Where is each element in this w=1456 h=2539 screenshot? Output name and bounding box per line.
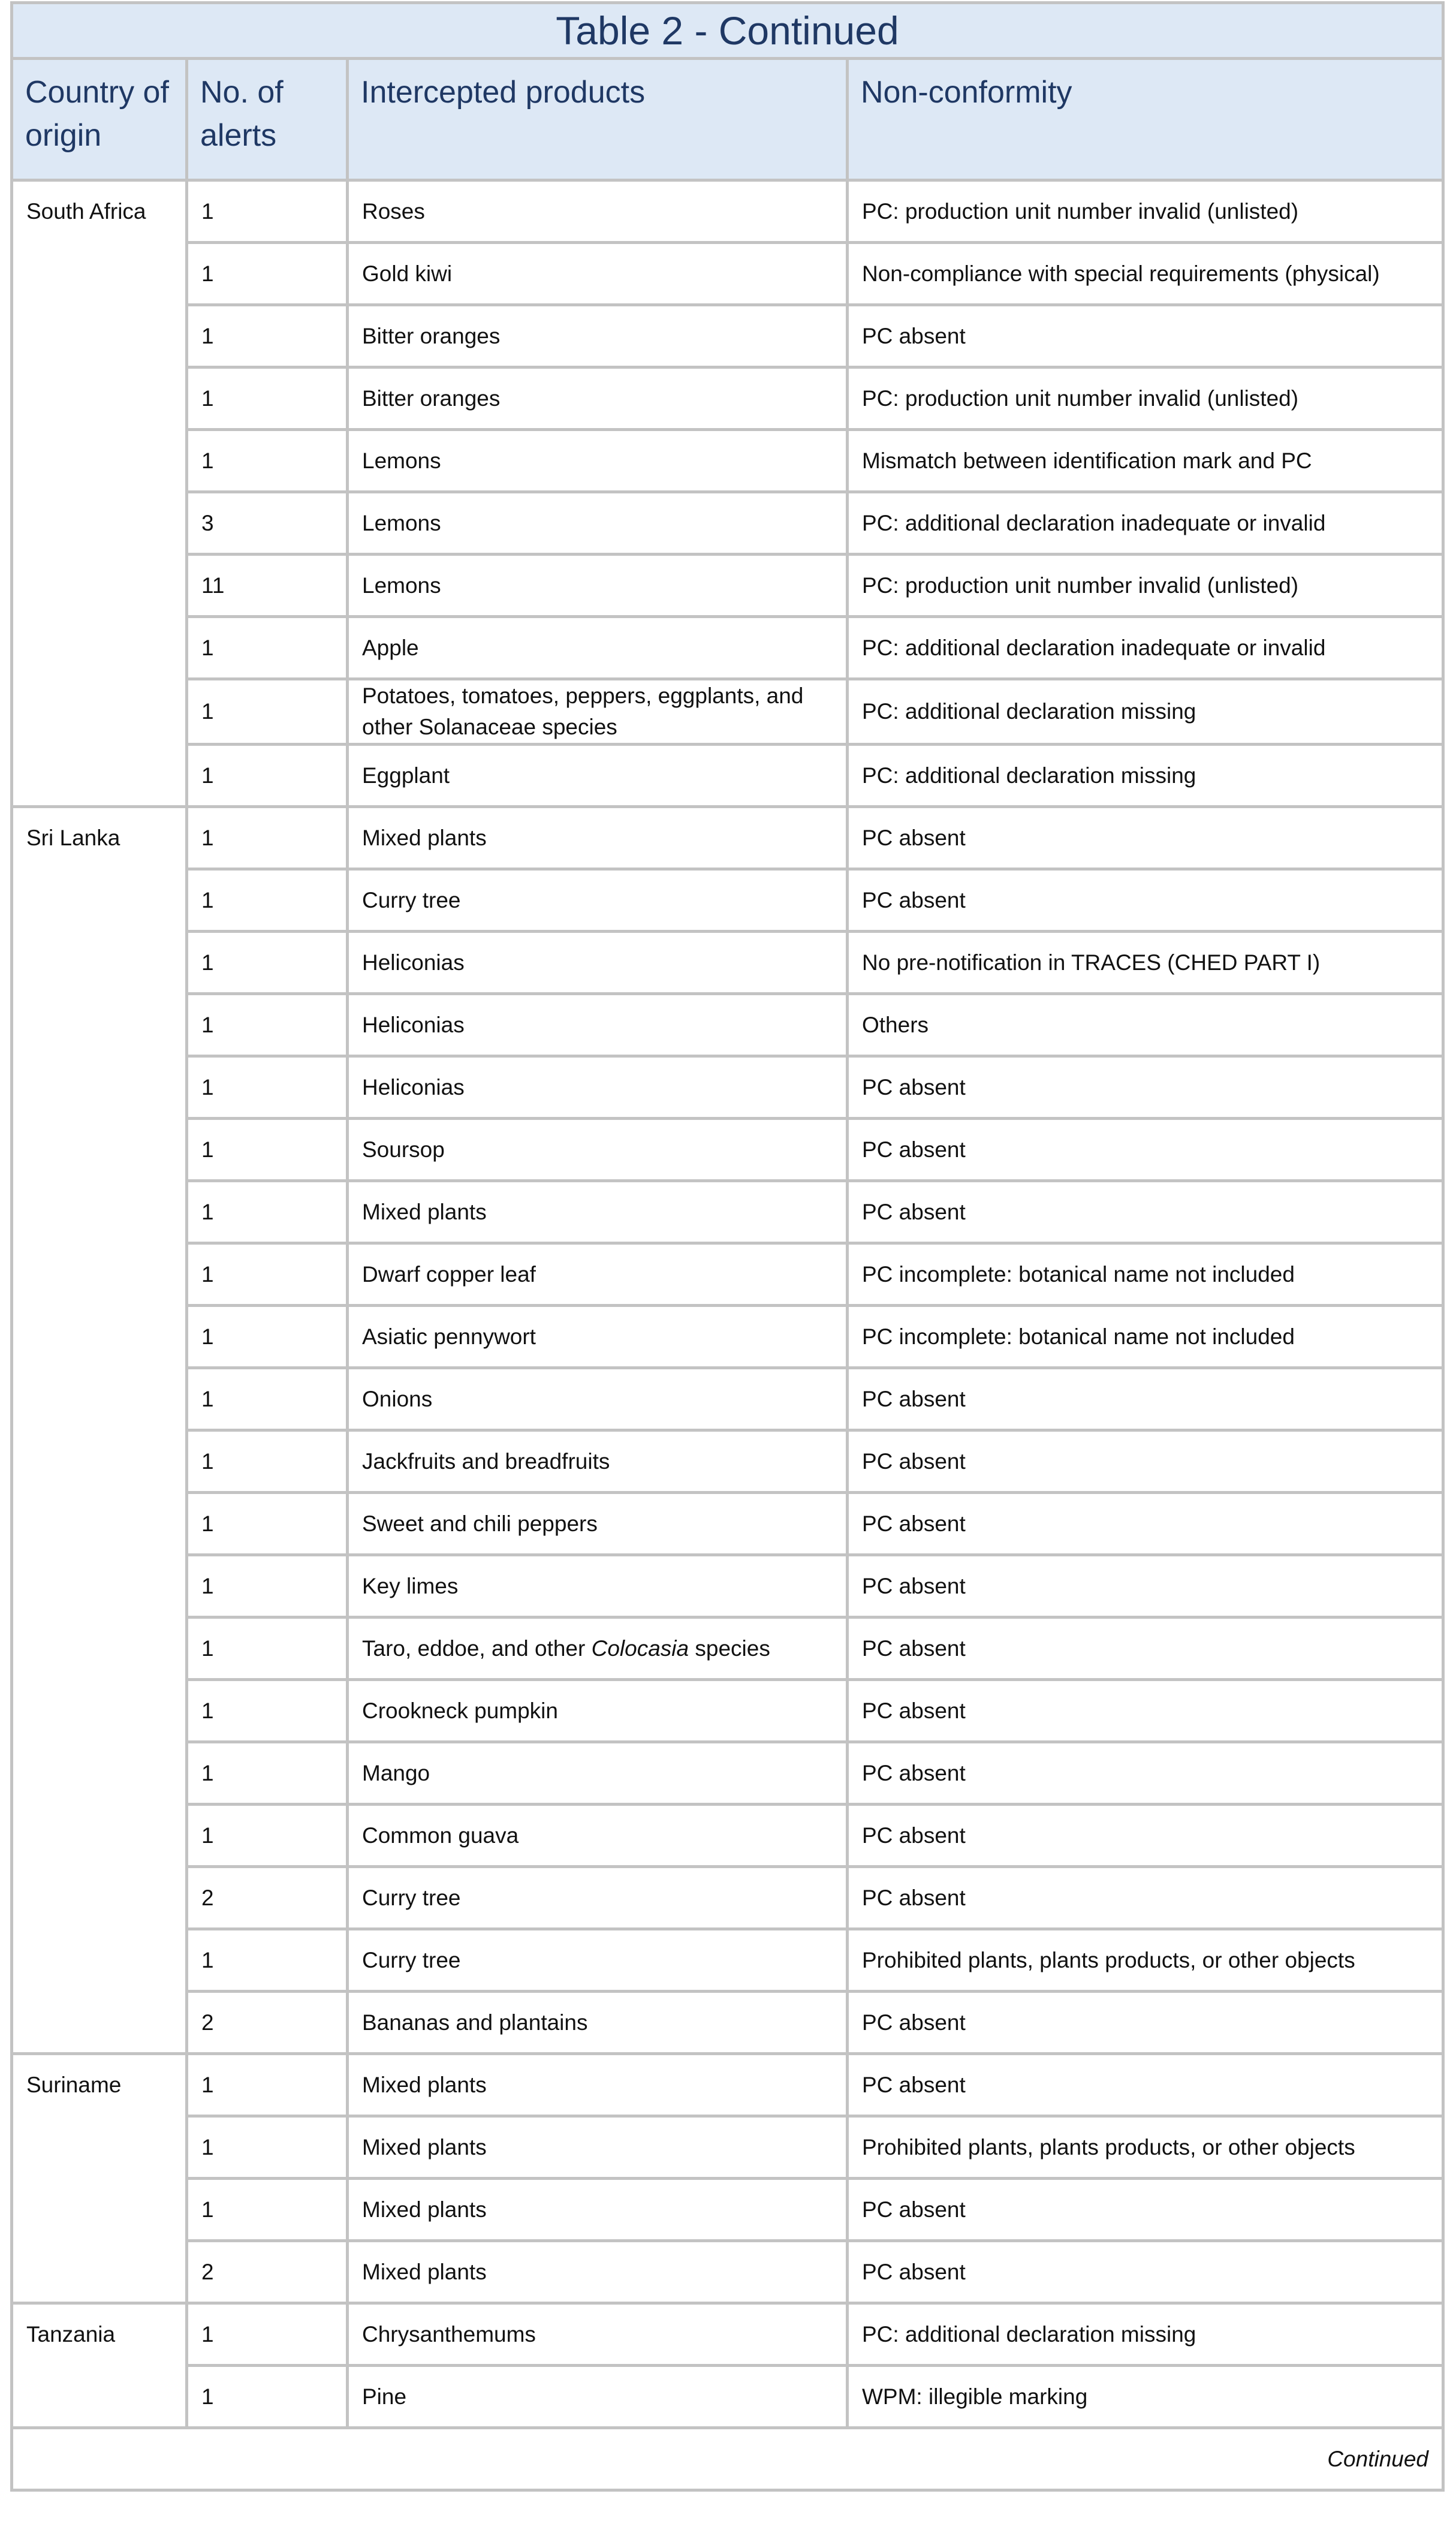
alerts-cell: 1 [187,1119,348,1181]
product-cell: Crookneck pumpkin [348,1680,848,1742]
country-cell: Sri Lanka [12,807,187,2054]
table-row [12,1742,1443,1805]
product-cell: Lemons [348,430,848,492]
header-row [12,59,1443,180]
table-row [12,1867,1443,1929]
nonconformity-cell: Others [848,994,1443,1056]
alerts-cell: 1 [187,1056,348,1119]
alerts-cell: 1 [187,1929,348,1992]
alerts-cell: 1 [187,305,348,368]
nonconformity-cell: PC absent [848,2054,1443,2116]
product-cell: Taro, eddoe, and other Colocasia species [348,1618,848,1680]
alerts-cell: 1 [187,368,348,430]
product-cell: Key limes [348,1555,848,1618]
table-row [12,1430,1443,1493]
table-row [12,1805,1443,1867]
table-row [12,2303,1443,2366]
product-cell: Curry tree [348,1929,848,1992]
product-cell: Chrysanthemums [348,2303,848,2366]
alerts-cell: 1 [187,994,348,1056]
nonconformity-cell: PC absent [848,1119,1443,1181]
alerts-cell: 1 [187,1618,348,1680]
nonconformity-cell: PC: additional declaration missing [848,2303,1443,2366]
nonconformity-cell: PC: production unit number invalid (unlisted) [848,368,1443,430]
nonconformity-cell: PC absent [848,305,1443,368]
nonconformity-cell: Mismatch between identification mark and PC [848,430,1443,492]
alerts-cell: 2 [187,2241,348,2303]
alerts-cell: 1 [187,617,348,679]
product-cell: Mixed plants [348,2241,848,2303]
alerts-cell: 1 [187,2303,348,2366]
table-row [12,180,1443,243]
alerts-cell: 1 [187,807,348,869]
product-cell: Bananas and plantains [348,1992,848,2054]
country-cell: South Africa [12,180,187,807]
table-row [12,2366,1443,2428]
nonconformity-cell: PC: additional declaration missing [848,745,1443,807]
table-row [12,869,1443,932]
alerts-cell: 1 [187,1742,348,1805]
alerts-cell: 2 [187,1867,348,1929]
product-cell: Pine [348,2366,848,2428]
nonconformity-cell: PC: production unit number invalid (unlisted) [848,555,1443,617]
table-row [12,1929,1443,1992]
product-cell: Heliconias [348,932,848,994]
product-cell: Mixed plants [348,2179,848,2241]
nonconformity-cell: PC absent [848,1430,1443,1493]
nonconformity-cell: PC absent [848,1992,1443,2054]
table-row [12,1493,1443,1555]
alerts-cell: 1 [187,1555,348,1618]
table-row [12,994,1443,1056]
table-row [12,243,1443,305]
table-row [12,1992,1443,2054]
table-row [12,617,1443,679]
table-row [12,492,1443,555]
alerts-cell: 1 [187,430,348,492]
alerts-cell: 1 [187,1430,348,1493]
table-row [12,1056,1443,1119]
continued-note: Continued [12,2428,1443,2490]
product-cell: Onions [348,1368,848,1430]
header-products: Intercepted products [348,59,848,180]
product-cell: Soursop [348,1119,848,1181]
table-row [12,2241,1443,2303]
table-row [12,1368,1443,1430]
table-row [12,368,1443,430]
table-row [12,555,1443,617]
table-row [12,1555,1443,1618]
header-country: Country of origin [12,59,187,180]
table-row [12,2054,1443,2116]
country-cell: Tanzania [12,2303,187,2428]
alerts-cell: 1 [187,243,348,305]
alerts-cell: 1 [187,2116,348,2179]
alerts-cell: 3 [187,492,348,555]
product-cell: Lemons [348,555,848,617]
product-cell: Gold kiwi [348,243,848,305]
table-row [12,1243,1443,1306]
product-cell: Bitter oranges [348,305,848,368]
product-cell: Roses [348,180,848,243]
product-cell: Dwarf copper leaf [348,1243,848,1306]
alerts-cell: 1 [187,1181,348,1243]
table-row [12,679,1443,745]
product-cell: Potatoes, tomatoes, peppers, eggplants, and other Solanaceae species [348,679,848,745]
table-row [12,430,1443,492]
nonconformity-cell: PC absent [848,1368,1443,1430]
product-cell: Sweet and chili peppers [348,1493,848,1555]
table-row [12,932,1443,994]
alerts-cell: 1 [187,745,348,807]
product-cell: Eggplant [348,745,848,807]
product-cell: Heliconias [348,994,848,1056]
alerts-cell: 2 [187,1992,348,2054]
nonconformity-cell: PC absent [848,1056,1443,1119]
alerts-cell: 1 [187,2054,348,2116]
product-cell: Jackfruits and breadfruits [348,1430,848,1493]
country-cell: Suriname [12,2054,187,2303]
alerts-table [10,1,1445,2492]
table-body [12,180,1443,2428]
alerts-cell: 1 [187,869,348,932]
table-row [12,1618,1443,1680]
nonconformity-cell: PC: additional declaration missing [848,679,1443,745]
table-row [12,305,1443,368]
nonconformity-cell: PC incomplete: botanical name not included [848,1243,1443,1306]
nonconformity-cell: PC absent [848,1493,1443,1555]
nonconformity-cell: PC absent [848,2179,1443,2241]
nonconformity-cell: Prohibited plants, plants products, or other objects [848,1929,1443,1992]
product-cell: Curry tree [348,1867,848,1929]
table-row [12,1119,1443,1181]
header-nonconformity: Non-conformity [848,59,1443,180]
nonconformity-cell: PC absent [848,1181,1443,1243]
italic-taxon: Colocasia [591,1636,689,1661]
alerts-cell: 11 [187,555,348,617]
table-row [12,2179,1443,2241]
alerts-cell: 1 [187,2179,348,2241]
product-cell: Curry tree [348,869,848,932]
product-cell: Mixed plants [348,1181,848,1243]
table-row [12,745,1443,807]
nonconformity-cell: PC absent [848,1555,1443,1618]
nonconformity-cell: PC: additional declaration inadequate or invalid [848,492,1443,555]
product-cell: Lemons [348,492,848,555]
alerts-cell: 1 [187,1805,348,1867]
table-row [12,2116,1443,2179]
table-row [12,807,1443,869]
alerts-cell: 1 [187,180,348,243]
nonconformity-cell: Non-compliance with special requirements (physical) [848,243,1443,305]
nonconformity-cell: PC absent [848,1680,1443,1742]
alerts-cell: 1 [187,2366,348,2428]
nonconformity-cell: No pre-notification in TRACES (CHED PART I) [848,932,1443,994]
table-title: Table 2 - Continued [12,3,1443,59]
nonconformity-cell: PC: production unit number invalid (unlisted) [848,180,1443,243]
table-row [12,1181,1443,1243]
product-cell: Asiatic pennywort [348,1306,848,1368]
nonconformity-cell: PC absent [848,1742,1443,1805]
product-cell: Mixed plants [348,2054,848,2116]
nonconformity-cell: PC absent [848,2241,1443,2303]
alerts-cell: 1 [187,1493,348,1555]
product-cell: Mixed plants [348,807,848,869]
table-row [12,1680,1443,1742]
product-cell: Heliconias [348,1056,848,1119]
alerts-cell: 1 [187,1680,348,1742]
nonconformity-cell: PC incomplete: botanical name not included [848,1306,1443,1368]
alerts-cell: 1 [187,1306,348,1368]
table-row [12,1306,1443,1368]
nonconformity-cell: WPM: illegible marking [848,2366,1443,2428]
nonconformity-cell: PC absent [848,869,1443,932]
product-cell: Apple [348,617,848,679]
nonconformity-cell: PC absent [848,1618,1443,1680]
nonconformity-cell: PC: additional declaration inadequate or invalid [848,617,1443,679]
product-cell: Mango [348,1742,848,1805]
alerts-cell: 1 [187,932,348,994]
product-cell: Common guava [348,1805,848,1867]
product-cell: Mixed plants [348,2116,848,2179]
alerts-cell: 1 [187,1368,348,1430]
nonconformity-cell: PC absent [848,1805,1443,1867]
alerts-cell: 1 [187,1243,348,1306]
header-alerts: No. of alerts [187,59,348,180]
product-cell: Bitter oranges [348,368,848,430]
nonconformity-cell: PC absent [848,807,1443,869]
nonconformity-cell: Prohibited plants, plants products, or other objects [848,2116,1443,2179]
nonconformity-cell: PC absent [848,1867,1443,1929]
alerts-cell: 1 [187,679,348,745]
